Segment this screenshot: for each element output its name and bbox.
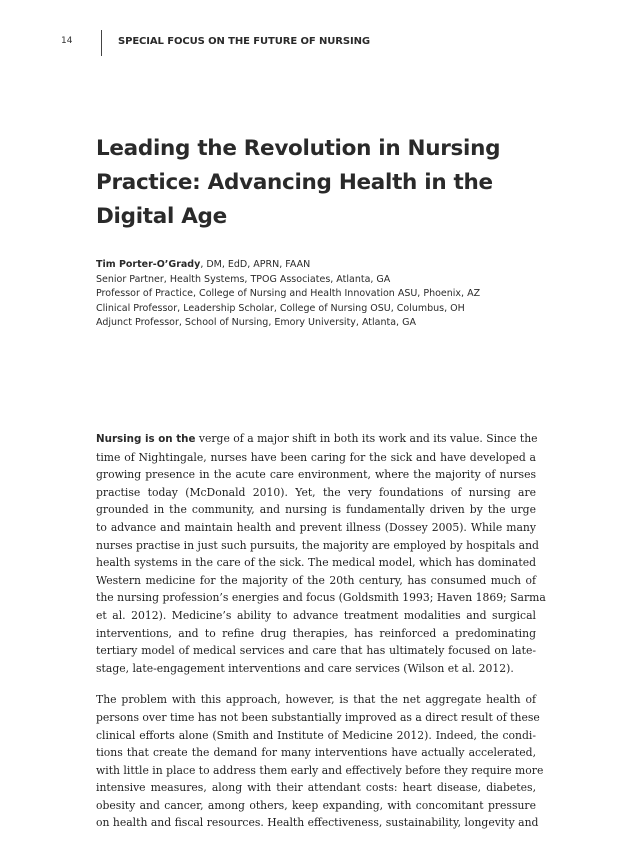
- body-line: nurses practise in just such pursuits, the majority are employed by hospitals and: [96, 538, 539, 552]
- body-line: persons over time has not been substantially improved as a direct result of these: [96, 710, 540, 724]
- body-line: health systems in the care of the sick. The medical model, which has dominated: [96, 556, 536, 570]
- affiliation: Adjunct Professor, School of Nursing, Emory University, Atlanta, GA: [96, 317, 416, 328]
- body-line: grounded in the community, and nursing is fundamentally driven by the urge: [96, 503, 536, 517]
- author-line: [96, 258, 566, 273]
- affiliation: Senior Partner, Health Systems, TPOG Associates, Atlanta, GA: [96, 273, 391, 285]
- body-line: stage, late-engagement interventions and care services (Wilson et al. 2012).: [96, 661, 514, 675]
- body-line: tertiary model of medical services and care that has ultimately focused on late-: [96, 644, 536, 658]
- body-line: [96, 430, 536, 449]
- body-paragraph: [96, 430, 546, 677]
- body-line: practise today (McDonald 2010). Yet, the very foundations of nursing are: [96, 485, 536, 499]
- body-line: Western medicine for the majority of the 20th century, has consumed much of: [96, 573, 536, 587]
- author-block: [96, 258, 566, 331]
- header-divider: [101, 30, 102, 56]
- body-line: tions that create the demand for many interventions have actually accelerated,: [96, 746, 536, 760]
- body-line: on health and fiscal resources. Health effectiveness, sustainability, longevity and: [96, 816, 539, 830]
- body-line: to advance and maintain health and prevent illness (Dossey 2005). While many: [96, 520, 536, 534]
- body-line: clinical efforts alone (Smith and Institute of Medicine 2012). Indeed, the condi-: [96, 728, 536, 742]
- affiliation: Clinical Professor, Leadership Scholar, College of Nursing OSU, Columbus, OH: [96, 302, 465, 314]
- body-line: with little in place to address them early and effectively before they require more: [96, 763, 544, 777]
- running-head: SPECIAL FOCUS ON THE FUTURE OF NURSING: [118, 36, 370, 47]
- body-line: interventions, and to refine drug therapies, has reinforced a predominating: [96, 626, 536, 640]
- run-in-heading: Nursing is on the: [96, 433, 196, 445]
- body-line: the nursing profession’s energies and focus (Goldsmith 1993; Haven 1869; Sarma: [96, 591, 546, 605]
- author-credentials: , DM, EdD, APRN, FAAN: [200, 259, 311, 270]
- body-text: verge of a major shift in both its work and its value. Since the: [195, 432, 538, 445]
- body-line: et al. 2012). Medicine’s ability to advance treatment modalities and surgical: [96, 608, 536, 622]
- body-line: time of Nightingale, nurses have been caring for the sick and have developed a: [96, 450, 536, 464]
- page-number: 14: [61, 36, 73, 46]
- body-line: The problem with this approach, however, is that the net aggregate health of: [96, 693, 536, 707]
- affiliation: Professor of Practice, College of Nursing and Health Innovation ASU, Phoenix, AZ: [96, 288, 481, 299]
- article-body: [96, 430, 546, 846]
- article-title: [96, 132, 526, 234]
- author-name: Tim Porter-O’Grady: [96, 259, 201, 270]
- body-paragraph: [96, 691, 544, 832]
- body-line: intensive measures, along with their attendant costs: heart disease, diabetes,: [96, 781, 536, 795]
- body-line: obesity and cancer, among others, keep expanding, with concomitant pressure: [96, 798, 536, 812]
- title-line: Leading the Revolution in Nursing: [96, 136, 501, 161]
- body-line: growing presence in the acute care environment, where the majority of nurses: [96, 468, 536, 482]
- title-line: Digital Age: [96, 204, 227, 229]
- title-line: Practice: Advancing Health in the: [96, 170, 493, 195]
